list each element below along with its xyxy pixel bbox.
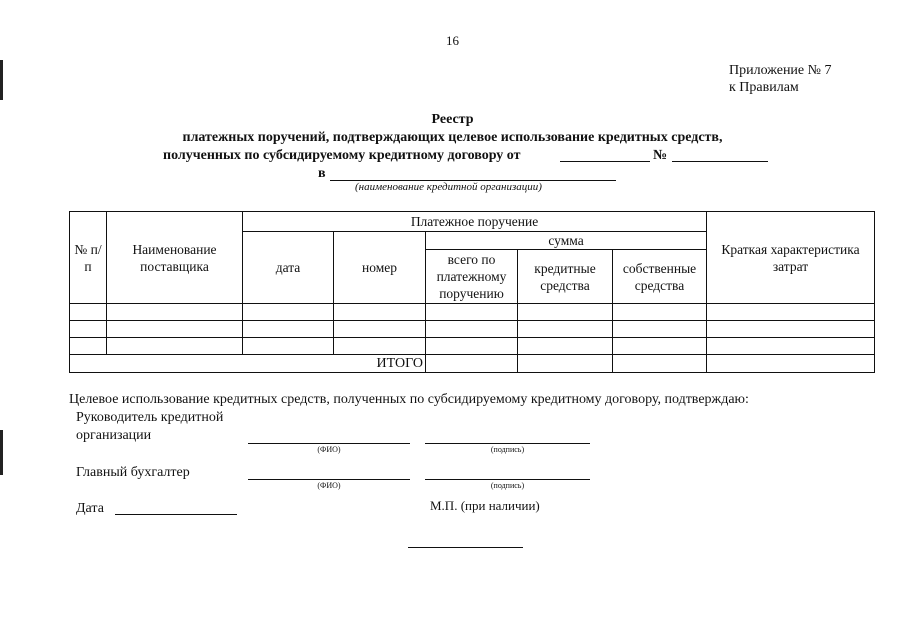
chief-accountant-label: Главный бухгалтер bbox=[76, 465, 190, 480]
contract-date-blank bbox=[560, 161, 650, 162]
accountant-signature-line bbox=[425, 479, 590, 480]
head-signature-hint: (подпись) bbox=[490, 445, 525, 454]
contract-line-prefix: полученных по субсидируемому кредитному договору от bbox=[163, 148, 521, 163]
accountant-fio-line bbox=[248, 479, 410, 480]
header-own-funds: собственные средства bbox=[613, 250, 707, 304]
header-date: дата bbox=[243, 232, 334, 304]
head-label-line-2: организации bbox=[76, 428, 152, 443]
footer-rule bbox=[408, 547, 523, 548]
head-signature-line bbox=[425, 443, 590, 444]
header-order-number: номер bbox=[334, 232, 426, 304]
table-row bbox=[70, 321, 875, 338]
date-label: Дата bbox=[76, 501, 104, 516]
header-sum: сумма bbox=[426, 232, 707, 250]
contract-number-blank bbox=[672, 161, 768, 162]
table-row bbox=[70, 304, 875, 321]
head-fio-hint: (ФИО) bbox=[317, 445, 341, 454]
head-fio-line bbox=[248, 443, 410, 444]
contract-number-sign: № bbox=[653, 148, 668, 163]
header-credit-funds: кредитные средства bbox=[518, 250, 613, 304]
header-payment-order: Платежное поручение bbox=[243, 212, 707, 232]
annex-line-1: Приложение № 7 bbox=[729, 63, 832, 78]
annex-line-2: к Правилам bbox=[729, 80, 799, 95]
payment-registry-table bbox=[69, 211, 875, 373]
bank-name-note: (наименование кредитной организации) bbox=[355, 181, 542, 193]
accountant-signature-hint: (подпись) bbox=[490, 481, 525, 490]
date-blank bbox=[115, 514, 237, 515]
page-number: 16 bbox=[446, 33, 459, 48]
total-row bbox=[70, 355, 875, 373]
header-cost-description: Краткая характеристика затрат bbox=[707, 212, 875, 304]
bank-line-prefix: в bbox=[318, 166, 326, 181]
stamp-label: М.П. (при наличии) bbox=[430, 498, 540, 513]
doc-subtitle: платежных поручений, подтверждающих целевое использование кредитных средств, bbox=[182, 130, 723, 145]
header-total-per-order: всего по платежному поручению bbox=[426, 250, 518, 304]
accountant-fio-hint: (ФИО) bbox=[317, 481, 341, 490]
head-label-line-1: Руководитель кредитной bbox=[76, 410, 224, 425]
confirmation-text: Целевое использование кредитных средств, полученных по субсидируемому кредитному договору, подтверждаю: bbox=[69, 392, 749, 407]
total-label: ИТОГО bbox=[70, 355, 426, 373]
scan-edge-mark-bottom bbox=[0, 430, 3, 475]
table-row bbox=[70, 338, 875, 355]
header-supplier: Наименование поставщика bbox=[107, 212, 243, 304]
annex-label bbox=[729, 62, 832, 96]
scan-edge-mark-top bbox=[0, 60, 3, 100]
doc-title: Реестр bbox=[431, 112, 474, 127]
header-number: № п/п bbox=[70, 212, 107, 304]
